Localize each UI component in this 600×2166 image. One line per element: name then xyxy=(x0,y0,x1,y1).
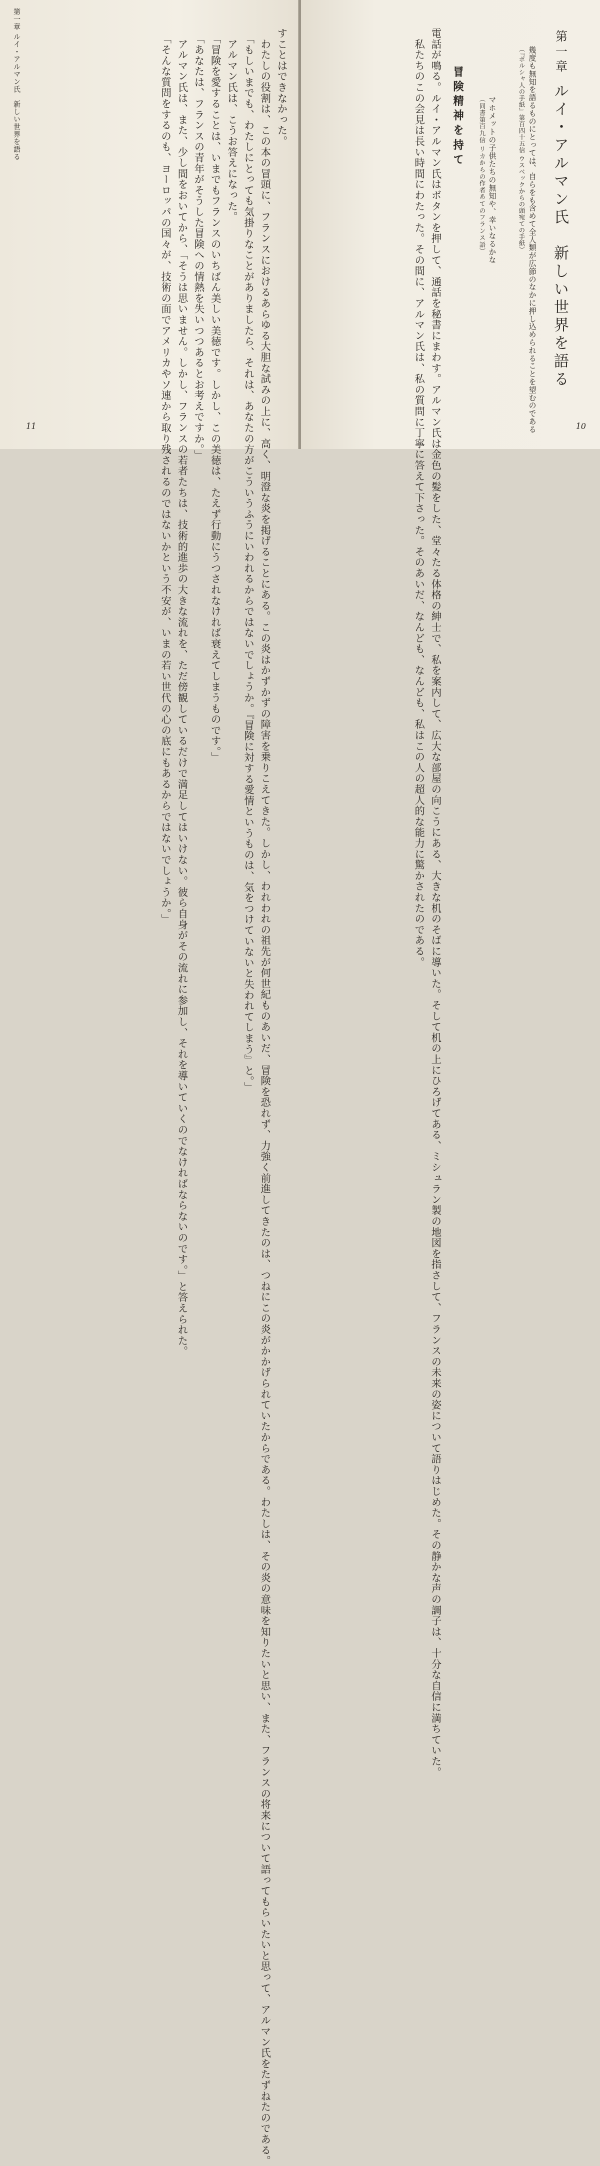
right-body-text xyxy=(409,28,442,1778)
chapter-title xyxy=(550,30,572,389)
paragraph: 電話が鳴る。ルイ・アルマン氏はボタンを押して、通話を秘書にまわす。アルマン氏は金色の髪をした、堂々たる体格の紳士で、私を案内して、広大な部屋の向こうにある、大きな机のそばに導いた。そして机の上にひろげてある、ミシュラン製の地図を指さして、フランスの未来の姿について語りはじめた。その静かな声の調子は、十分な自信に満ちていた。 xyxy=(429,28,440,1778)
epigraph-text: マホメットの子供たちの無知や、幸いなるかな xyxy=(488,96,497,264)
paragraph: アルマン氏は、また、少し間をおいてから、「そうは思いません。しかし、フランスの若者たちは、技術的進歩の大きな流れを、ただ傍観しているだけで満足してはいけない。彼ら自身がその流れに参加し、それを導いていくのでなければならないのです。」と答えられた。 xyxy=(175,38,187,1358)
epigraph-source: （『ポルシャ人の手紙』第百四十五信 ウスベックからの頭宛ての手紙） xyxy=(517,46,525,254)
epigraph-text: 幾度も無知を語るものにとっては、自らをも含めて全人類が広節のなかに押し込められることを望むのである xyxy=(528,46,537,434)
paragraph: 「冒険を愛することは、いまでもフランスのいちばん美しい美徳です。しかし、この美徳は、たえず行動にうつされなければ衰えてしまうものです。」 xyxy=(208,38,220,764)
paragraph: すことはできなかった。 xyxy=(275,28,286,147)
running-header-chapter: 第一章 xyxy=(13,8,21,31)
epigraph xyxy=(515,46,538,433)
paragraph: わたしの役割は、この本の冒頭に、フランスにおけるあらゆる大胆な試みの上に、高く、明澄な炎を掲げることにある。この炎はかずかずの障害を乗りこえてきた。しかし、われわれの祖先が何世紀ものあいだ、冒険を恐れず、力強く前進してきたのは、つねにこの炎がかかげられていたからである。わたしは、その炎の意味を知りたいと思い、また、フランスの将来について語ってもらいたいと思って、アルマン氏をたずねたのである。 xyxy=(258,38,270,2166)
page-number-left: 11 xyxy=(26,422,37,431)
paragraph: 「そんな質問をするのも、ヨーロッパの国々が、技術の面でアメリカやソ連から取り残されるのではないかという不安が、いまの若い世代の心の底にもあるからではないでしょうか。」 xyxy=(158,38,170,926)
chapter-title-text: ルイ・アルマン氏 新しい世界を語る xyxy=(552,82,570,389)
paragraph: 「もしいまでも、わたしにとっても気掛りなことがありましたら、それは、あなたの方がこういうふうにいわれるからではないでしょうか。『冒険に対する愛情というものは、気をつけていないと失われてしまう』と。」 xyxy=(241,38,253,1093)
page-number-right: 10 xyxy=(575,422,586,431)
right-page xyxy=(301,0,600,1778)
running-header-title: ルイ・アルマン氏 新しい世界を語る xyxy=(13,33,21,161)
paragraph: 「あなたは、フランスの青年がそうした冒険への情熱を失いつつあるとお考えですか。」 xyxy=(192,38,204,461)
section-heading: 冒険精神を持て xyxy=(452,66,464,169)
paragraph: 私たちのこの会見は長い時間にわたった。その間に、アルマン氏は、私の質問に丁寧に答えて下さった。そのあいだ、なんども、なんども、私はこの人の超人的な能力に驚かされたのである。 xyxy=(412,38,424,968)
epigraph-source: （同書第百九信 リカからの作者あてのフランス語） xyxy=(478,96,485,255)
running-header xyxy=(12,8,22,161)
paragraph: アルマン氏は、こうお答えになった。 xyxy=(225,38,237,223)
chapter-label: 第一章 xyxy=(554,30,568,75)
left-page xyxy=(0,0,299,2166)
epigraph xyxy=(476,96,498,264)
